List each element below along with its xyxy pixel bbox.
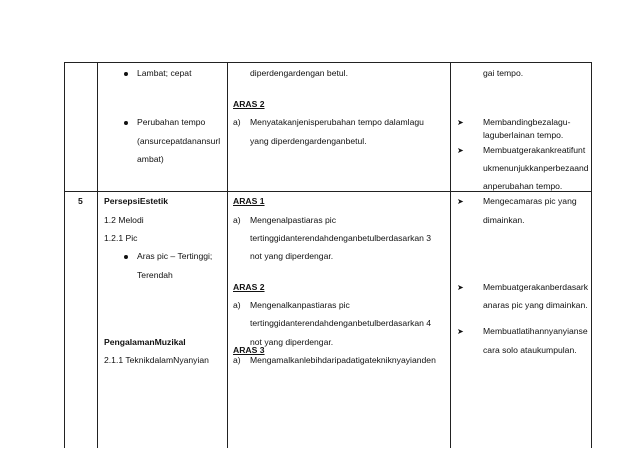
activity-item-text: anaras pic yang dimainkan.	[483, 300, 588, 310]
col-divider-1	[97, 62, 98, 448]
topic-subheading: 2.1.1 TeknikdalamNyanyian	[104, 355, 209, 365]
activity-item-text: Membuatgerakanberdasark	[483, 282, 589, 292]
activity-item-text: cara solo ataukumpulan.	[483, 345, 577, 355]
topic-bullet-text: (ansurcepatdanansurl	[137, 136, 221, 146]
level-continued-text: diperdengardengan betul.	[250, 68, 348, 78]
topic-bullet-text: Aras pic – Tertinggi;	[137, 251, 213, 261]
topic-bullet-text: Terendah	[137, 270, 173, 280]
aras-heading: ARAS 2	[233, 282, 265, 292]
topic-heading: PersepsiEstetik	[104, 196, 169, 206]
activity-item-text: Membuatlatihannyanyianse	[483, 326, 588, 336]
item-label: a)	[233, 215, 241, 225]
activity-item-text: Membandingbezalagu-	[483, 117, 571, 127]
col-divider-3	[450, 62, 451, 448]
arrow-bullet-icon: ➤	[457, 283, 464, 292]
activity-item-text: dimainkan.	[483, 215, 525, 225]
table-border-left	[64, 62, 65, 448]
topic-bullet-text: ambat)	[137, 154, 164, 164]
level-item-text: tertinggidanterendahdenganbetulberdasarkan 4	[250, 318, 432, 328]
level-item-text: Mengenalpastiaras pic	[250, 215, 336, 225]
topic-bullet-text: Perubahan tempo	[137, 117, 206, 127]
level-item-text: Mengenalkanpastiaras pic	[250, 300, 350, 310]
bullet-dot	[124, 72, 128, 76]
activity-item-text: laguberlainan tempo.	[483, 130, 564, 140]
level-item-text: tertinggidanterendahdenganbetulberdasarkan 3	[250, 233, 432, 243]
activity-item-text: Membuatgerakankreatifunt	[483, 145, 586, 155]
level-item-text: Menyatakanjenisperubahan tempo dalamlagu	[250, 117, 424, 127]
level-item-text: yang diperdengardenganbetul.	[250, 136, 367, 146]
level-item-text: Mengamalkanlebihdaripadatigatekniknyayianden	[250, 355, 436, 365]
topic-bullet-text: Lambat; cepat	[137, 68, 192, 78]
activity-item-text: anperubahan tempo.	[483, 181, 563, 191]
activity-continued-text: gai tempo.	[483, 68, 524, 78]
level-item-text: not yang diperdengar.	[250, 251, 334, 261]
activity-item-text: ukmenunjukkanperbezaand	[483, 163, 589, 173]
bullet-dot	[124, 255, 128, 259]
arrow-bullet-icon: ➤	[457, 327, 464, 336]
aras-heading: ARAS 1	[233, 196, 265, 206]
arrow-bullet-icon: ➤	[457, 118, 464, 127]
row-number: 5	[78, 196, 83, 206]
bullet-dot	[124, 121, 128, 125]
aras-heading: ARAS 3	[233, 345, 265, 355]
topic-subheading: 1.2.1 Pic	[104, 233, 138, 243]
col-divider-2	[227, 62, 228, 448]
level-item-text: not yang diperdengar.	[250, 337, 334, 347]
item-label: a)	[233, 300, 241, 310]
item-label: a)	[233, 355, 241, 365]
arrow-bullet-icon: ➤	[457, 197, 464, 206]
activity-item-text: Mengecamaras pic yang	[483, 196, 577, 206]
table-border-top	[64, 62, 592, 63]
item-label: a)	[233, 117, 241, 127]
topic-subheading: 1.2 Melodi	[104, 215, 144, 225]
aras-heading: ARAS 2	[233, 99, 265, 109]
arrow-bullet-icon: ➤	[457, 146, 464, 155]
topic-heading: PengalamanMuzikal	[104, 337, 186, 347]
table-border-right	[591, 62, 592, 448]
